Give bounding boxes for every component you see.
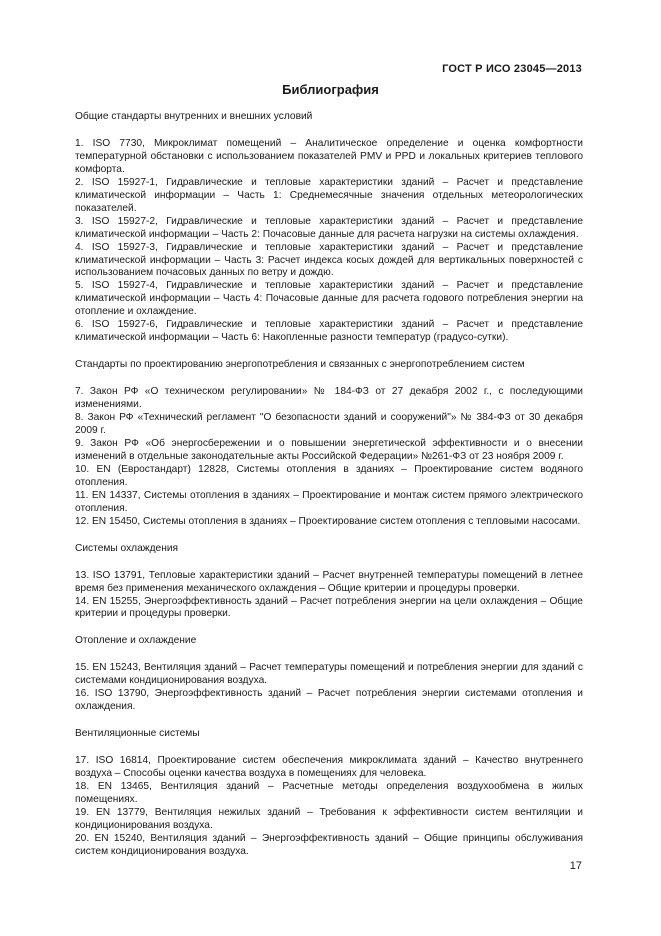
- bibliography-entry: [75, 781, 583, 807]
- bibliography-entry: [75, 177, 583, 216]
- section-heading: Общие стандарты внутренних и внешних условий: [75, 111, 313, 122]
- entry-number: 12.: [75, 515, 90, 527]
- bibliography-entry: [75, 438, 583, 464]
- entry-number: 10.: [75, 463, 90, 475]
- entry-number: 2.: [75, 176, 84, 188]
- bibliography-entry: [75, 755, 583, 781]
- bibliography-entry: [75, 412, 583, 438]
- entry-number: 13.: [75, 569, 90, 581]
- entry-text: EN 15240, Вентиляция зданий – Энергоэффективность зданий – Общие принципы обслуживания систем кондиционирования воздуха.: [75, 832, 583, 857]
- entry-text: ISO 15927-4, Гидравлические и тепловые характеристики зданий – Расчет и представление климатической информации – Часть 4: Почасовые данные для расчета годового потребления энергии на отопление и охлаждение.: [75, 280, 583, 318]
- entry-text: ISO 13791, Тепловые характеристики зданий – Расчет внутренней температуры помещений в летнее время без применения механического охлаждения – Общие критерии и процедуры проверки.: [75, 569, 583, 594]
- bibliography-entry: [75, 280, 583, 319]
- entry-number: 9.: [75, 437, 84, 449]
- entry-text: ISO 16814, Проектирование систем обеспечения микроклимата зданий – Качество внутреннего воздуха – Способы оценки качества воздуха в помещениях для человека.: [75, 755, 583, 780]
- entry-number: 3.: [75, 215, 84, 227]
- bibliography-entry: [75, 688, 583, 714]
- bibliography-entry: [75, 242, 583, 281]
- entry-number: 16.: [75, 688, 90, 700]
- entry-number: 17.: [75, 755, 90, 767]
- entry-number: 5.: [75, 280, 84, 292]
- bibliography-entry: [75, 596, 583, 622]
- entry-text: EN 13779, Вентиляция нежилых зданий – Требования к эффективности систем вентиляции и кондиционирования воздуха.: [75, 806, 583, 831]
- bibliography-entry: [75, 216, 583, 242]
- bibliography-entry: [75, 516, 583, 529]
- entry-text: ISO 15927-2, Гидравлические и тепловые характеристики зданий – Расчет и представление климатической информации – Часть 2: Почасовые данные для расчета нагрузки на системы охлаждения.: [75, 215, 583, 240]
- entry-text: Закон РФ «Технический регламент "О безопасности зданий и сооружений"» № 384-ФЗ от 30 декабря 2009 г.: [75, 412, 583, 437]
- entry-text: EN 15450, Системы отопления в зданиях – Проектирование систем отопления с тепловыми насосами.: [92, 515, 581, 527]
- entry-number: 15.: [75, 662, 90, 674]
- entry-number: 20.: [75, 832, 90, 844]
- bibliography-entry: [75, 807, 583, 833]
- entry-number: 19.: [75, 806, 90, 818]
- page-number: 17: [569, 860, 582, 872]
- entry-number: 7.: [75, 386, 84, 398]
- bibliography-entry: [75, 386, 583, 412]
- page-title: Библиография: [282, 82, 379, 97]
- bibliography-entry: [75, 570, 583, 596]
- entry-text: ISO 15927-3, Гидравлические и тепловые характеристики зданий – Расчет и представление климатической информации – Часть 3: Расчет индекса косых дождей для вертикальных поверхностей с использованием почасовых данных по ветру и дождю.: [75, 241, 583, 279]
- entry-text: Закон РФ «Об энергосбережении и о повышении энергетической эффективности и о внесении изменений в отдельные законодательные акты Российской Федерации» №261-ФЗ от 23 ноября 2009 г.: [75, 437, 583, 462]
- entry-text: EN (Евростандарт) 12828, Системы отопления в зданиях – Проектирование систем водяного отопления.: [75, 463, 583, 488]
- entry-number: 4.: [75, 241, 84, 253]
- section-heading: Вентиляционные системы: [75, 728, 200, 740]
- entry-number: 8.: [75, 412, 84, 424]
- entry-number: 14.: [75, 595, 90, 607]
- entry-text: EN 15243, Вентиляция зданий – Расчет температуры помещений и потребления энергии для зданий с системами кондиционирования воздуха.: [75, 662, 584, 687]
- entry-text: EN 15255, Энергоэффективность зданий – Расчет потребления энергии на цели охлаждения – Общие критерии и процедуры проверки.: [75, 595, 583, 620]
- entry-text: ISO 13790, Энергоэффективность зданий – Расчет потребления энергии системами отопления и охлаждения.: [75, 688, 583, 713]
- entry-number: 18.: [75, 781, 90, 793]
- section-heading: Стандарты по проектированию энергопотребления и связанных с энергопотреблением систем: [75, 359, 525, 371]
- bibliography-entry: [75, 833, 583, 859]
- entry-text: ISO 15927-1, Гидравлические и тепловые характеристики зданий – Расчет и представление климатической информации – Часть 1: Среднемесячные значения отдельных метеорологических показателей.: [75, 176, 583, 214]
- entry-text: Закон РФ «О техническом регулировании» № 184-ФЗ от 27 декабря 2002 г., с последующими изменениями.: [75, 386, 583, 411]
- entry-text: ISO 7730, Микроклимат помещений – Аналитическое определение и оценка комфортности температурной обстановки с использованием показателей PMV и PPD и локальных критериев теплового комфорта.: [75, 137, 583, 175]
- bibliography-list: [75, 111, 583, 859]
- entry-number: 1.: [75, 137, 84, 149]
- section-heading: Системы охлаждения: [75, 542, 179, 554]
- bibliography-entry: [75, 464, 583, 490]
- entry-number: 6.: [75, 319, 84, 331]
- bibliography-entry: [75, 138, 583, 177]
- entry-text: ISO 15927-6, Гидравлические и тепловые характеристики зданий – Расчет и представление климатической информации – Часть 6: Накопленные разности температур (градусо-сутки).: [75, 319, 583, 344]
- entry-number: 11.: [75, 489, 89, 501]
- standard-code: ГОСТ Р ИСО 23045—2013: [442, 63, 582, 75]
- entry-text: EN 14337, Системы отопления в зданиях – Проектирование и монтаж систем прямого электрического отопления.: [75, 489, 583, 514]
- bibliography-entry: [75, 490, 583, 516]
- section-heading: Отопление и охлаждение: [75, 635, 197, 647]
- bibliography-entry: [75, 319, 583, 345]
- entry-text: EN 13465, Вентиляция зданий – Расчетные методы определения воздухообмена в жилых помещениях.: [75, 781, 583, 805]
- bibliography-entry: [75, 662, 583, 688]
